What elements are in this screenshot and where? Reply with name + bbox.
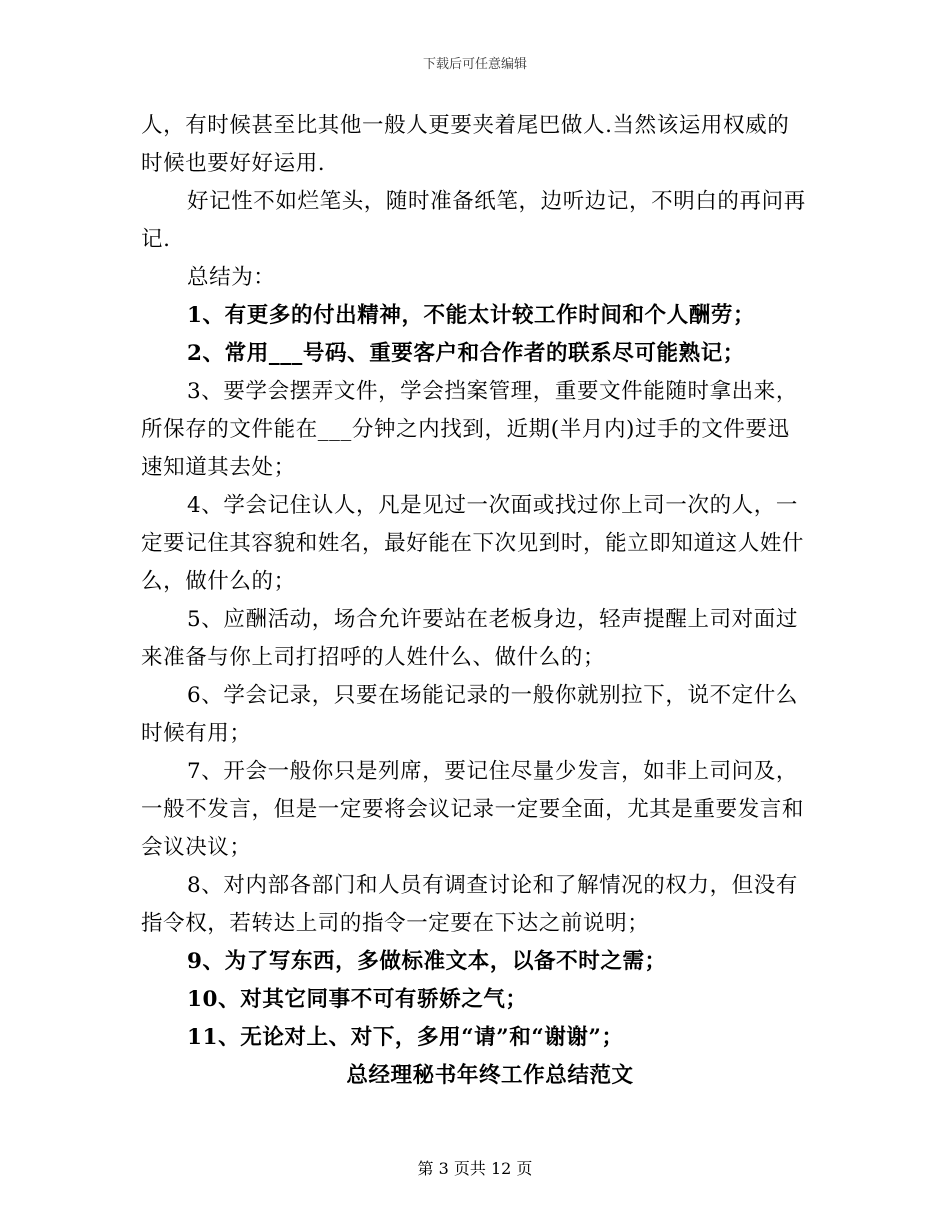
list-item: 6、学会记录，只要在场能记录的一般你就别拉下，说不定什么时候有用； xyxy=(141,683,798,746)
document-body xyxy=(141,107,809,1095)
list-item: 3、要学会摆弄文件，学会挡案管理，重要文件能随时拿出来，所保存的文件能在___分钟之内找到，近期(半月内)过手的文件要迅速知道其去处； xyxy=(141,379,798,480)
list-item: 8、对内部各部门和人员有调查讨论和了解情况的权力，但没有指令权，若转达上司的指令一定要在下达之前说明； xyxy=(141,873,798,936)
list-item: 10、对其它同事不可有骄娇之气； xyxy=(187,987,528,1012)
paragraph: 总结为： xyxy=(187,265,276,290)
list-item: 7、开会一般你只是列席，要记住尽量少发言，如非上司问及，一般不发言，但是一定要将会议记录一定要全面，尤其是重要发言和会议决议； xyxy=(141,759,805,860)
page-header: 下载后可任意编辑 xyxy=(422,57,527,72)
list-item: 1、有更多的付出精神，不能太计较工作时间和个人酬劳； xyxy=(187,303,756,328)
list-item: 5、应酬活动，场合允许要站在老板身边，轻声提醒上司对面过来准备与你上司打招呼的人姓什么、做什么的； xyxy=(141,607,798,670)
list-item: 2、常用___号码、重要客户和合作者的联系尽可能熟记； xyxy=(187,341,745,366)
list-item: 9、为了写东西，多做标准文本，以备不时之需； xyxy=(187,949,667,974)
section-title: 总经理秘书年终工作总结范文 xyxy=(346,1063,634,1088)
list-item: 4、学会记住认人，凡是见过一次面或找过你上司一次的人，一定要记住其容貌和姓名，最好能在下次见到时，能立即知道这人姓什么，做什么的； xyxy=(141,493,805,594)
page-footer: 第 3 页共 12 页 xyxy=(417,1159,533,1178)
paragraph: 好记性不如烂笔头，随时准备纸笔，边听边记，不明白的再问再记. xyxy=(141,189,806,252)
paragraph: 人，有时候甚至比其他一般人更要夹着尾巴做人.当然该运用权威的时候也要好好运用. xyxy=(141,113,790,176)
list-item: 11、无论对上、对下，多用“请”和“谢谢”； xyxy=(187,1025,624,1050)
